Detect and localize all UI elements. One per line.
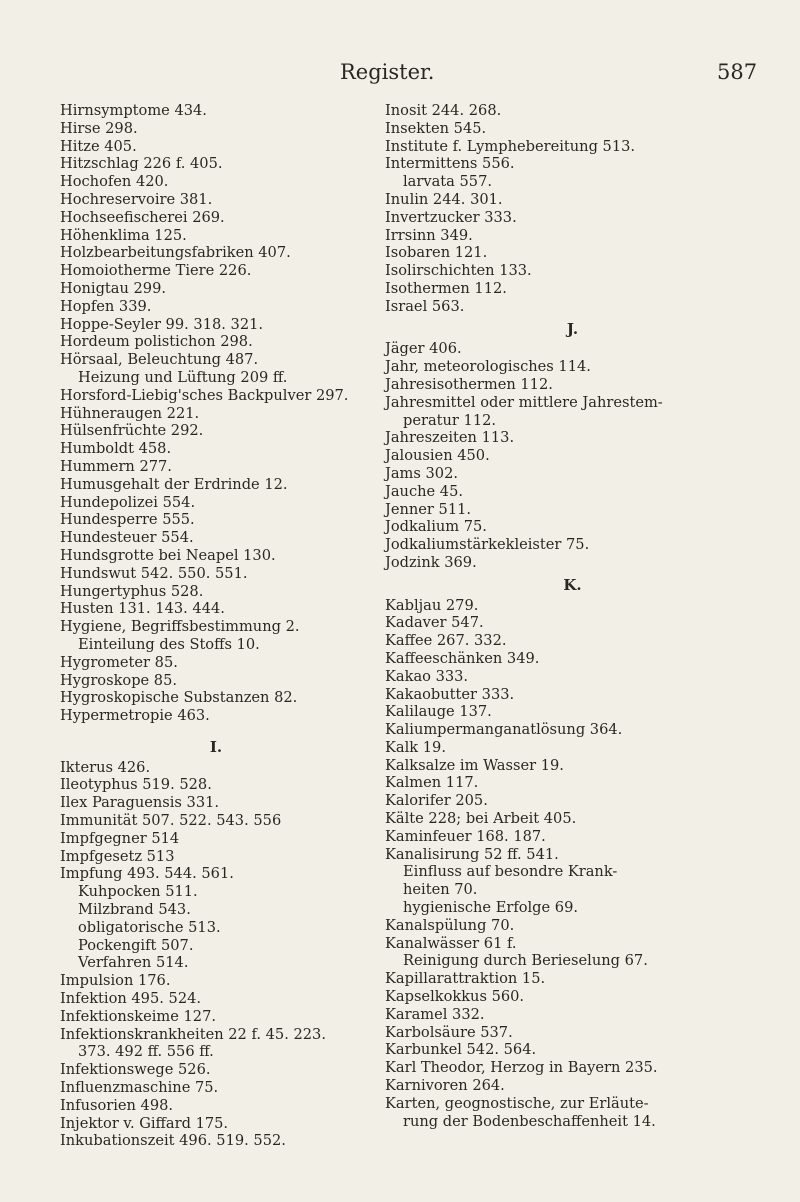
index-entry: Jams 302. — [385, 464, 459, 482]
index-entry: Hundsgrotte bei Neapel 130. — [60, 546, 276, 564]
index-entry: Institute f. Lymphebereitung 513. — [385, 137, 636, 155]
index-entry: Kakao 333. — [385, 667, 469, 685]
index-entry: Husten 131. 143. 444. — [60, 600, 225, 618]
index-entry: Karbunkel 542. 564. — [385, 1041, 537, 1059]
index-entry: Holzbearbeitungsfabriken 407. — [60, 244, 291, 262]
index-entry: Impfgegner 514 — [60, 829, 180, 847]
index-entry: Impfgesetz 513 — [60, 847, 175, 865]
index-entry: Injektor v. Giffard 175. — [60, 1114, 229, 1132]
index-subentry: Reinigung durch Berieselung 67. — [403, 952, 648, 970]
index-entry: Hirse 298. — [60, 119, 138, 137]
index-entry: Kaffeeschänken 349. — [385, 649, 540, 667]
index-entry: Hygroskopische Substanzen 82. — [60, 689, 298, 707]
index-entry: Hypermetropie 463. — [60, 707, 210, 725]
index-entry: Kanalwässer 61 f. — [385, 934, 517, 952]
index-entry: Honigtau 299. — [60, 279, 167, 297]
index-entry: Hundesperre 555. — [60, 511, 195, 529]
index-entry: Intermittens 556. — [385, 155, 515, 173]
index-entry: Hygroskope 85. — [60, 671, 178, 689]
index-entry: Kaffee 267. 332. — [385, 632, 507, 650]
index-entry: Hundswut 542. 550. 551. — [60, 564, 248, 582]
index-subentry: peratur 112. — [403, 411, 497, 429]
index-entry: Karl Theodor, Herzog in Bayern 235. — [385, 1059, 658, 1077]
index-entry: Hordeum polistichon 298. — [60, 333, 253, 351]
index-entry: Kapillarattraktion 15. — [385, 970, 546, 988]
index-entry: Hitzschlag 226 f. 405. — [60, 155, 223, 173]
index-entry: Hungertyphus 528. — [60, 582, 204, 600]
index-entry: Hundesteuer 554. — [60, 529, 194, 547]
index-entry: Immunität 507. 522. 543. 556 — [60, 812, 282, 830]
index-subentry: hygienische Erfolge 69. — [403, 899, 579, 917]
index-entry: Ilex Paraguensis 331. — [60, 794, 220, 812]
section-heading: I. — [209, 737, 223, 756]
running-title: Register. — [340, 60, 435, 84]
index-entry: Jodkaliumstärkekleister 75. — [385, 536, 590, 554]
index-subentry: Einteilung des Stoffs 10. — [78, 635, 260, 653]
index-subentry: obligatorische 513. — [78, 918, 221, 936]
index-entry: Kälte 228; bei Arbeit 405. — [385, 810, 577, 828]
index-subentry: Kuhpocken 511. — [78, 883, 198, 901]
index-subentry: Heizung und Lüftung 209 ff. — [78, 368, 288, 386]
index-entry: Impfung 493. 544. 561. — [60, 865, 234, 883]
index-subentry: Pockengift 507. — [78, 936, 194, 954]
index-entry: Kalorifer 205. — [385, 792, 488, 810]
index-entry: Hörsaal, Beleuchtung 487. — [60, 351, 259, 369]
section-heading: K. — [563, 575, 582, 594]
index-entry: Jäger 406. — [385, 340, 462, 358]
index-entry: Jalousien 450. — [385, 447, 490, 465]
index-entry: Infektion 495. 524. — [60, 990, 202, 1008]
index-subentry: Einfluss auf besondre Krank- — [403, 863, 618, 881]
index-entry: Hummern 277. — [60, 457, 172, 475]
index-entry: Kanalisirung 52 ff. 541. — [385, 845, 559, 863]
index-entry: Hygiene, Begriffsbestimmung 2. — [60, 618, 300, 636]
index-entry: Hopfen 339. — [60, 297, 152, 315]
index-entry: Jodzink 369. — [385, 553, 477, 571]
index-entry: Isothermen 112. — [385, 279, 507, 297]
index-entry: Karten, geognostische, zur Erläute- — [385, 1094, 649, 1112]
index-subentry: Verfahren 514. — [78, 954, 189, 972]
index-entry: Kalk 19. — [385, 738, 446, 756]
index-entry: Infektionswege 526. — [60, 1061, 211, 1079]
index-entry: Isolirschichten 133. — [385, 262, 532, 280]
index-entry: Kalilauge 137. — [385, 703, 492, 721]
index-subentry: rung der Bodenbeschaffenheit 14. — [403, 1112, 656, 1130]
index-subentry: 373. 492 ff. 556 ff. — [78, 1043, 214, 1061]
index-entry: Kanalspülung 70. — [385, 916, 515, 934]
section-heading: J. — [566, 319, 579, 338]
index-entry: Horsford-Liebig'sches Backpulver 297. — [60, 386, 349, 404]
index-entry: Homoiotherme Tiere 226. — [60, 262, 252, 280]
index-entry: Karnivoren 264. — [385, 1077, 505, 1095]
index-entry: Invertzucker 333. — [385, 208, 517, 226]
index-entry: Infektionskeime 127. — [60, 1007, 217, 1025]
index-entry: Jahreszeiten 113. — [385, 429, 515, 447]
index-entry: Insekten 545. — [385, 119, 487, 137]
index-entry: Hirnsymptome 434. — [60, 102, 207, 119]
page-number: 587 — [717, 60, 758, 84]
index-entry: Jodkalium 75. — [385, 518, 487, 536]
index-entry: Jahresmittel oder mittlere Jahrestem- — [385, 393, 663, 411]
index-entry: Karbolsäure 537. — [385, 1023, 513, 1041]
index-entry: Kakaobutter 333. — [385, 685, 515, 703]
index-subentry: larvata 557. — [403, 173, 492, 191]
index-entry: Hochreservoire 381. — [60, 190, 213, 208]
index-entry: Jauche 45. — [385, 482, 464, 500]
index-column-left — [60, 102, 372, 1150]
index-entry: Hundepolizei 554. — [60, 493, 196, 511]
index-entry: Humboldt 458. — [60, 440, 172, 458]
index-entry: Humusgehalt der Erdrinde 12. — [60, 475, 288, 493]
index-entry: Kabljau 279. — [385, 596, 479, 614]
index-entry: Impulsion 176. — [60, 972, 171, 990]
index-entry: Kaminfeuer 168. 187. — [385, 827, 546, 845]
index-entry: Isobaren 121. — [385, 244, 488, 262]
index-entry: Inosit 244. 268. — [385, 102, 502, 119]
index-entry: Hochseefischerei 269. — [60, 208, 225, 226]
index-entry: Jenner 511. — [385, 500, 472, 518]
page-header — [0, 60, 800, 88]
index-entry: Hühneraugen 221. — [60, 404, 200, 422]
index-entry: Hitze 405. — [60, 137, 137, 155]
index-entry: Infusorien 498. — [60, 1096, 174, 1114]
index-entry: Jahresisothermen 112. — [385, 375, 553, 393]
index-entry: Jahr, meteorologisches 114. — [385, 358, 591, 376]
index-entry: Influenzmaschine 75. — [60, 1079, 219, 1097]
index-entry: Karamel 332. — [385, 1005, 485, 1023]
index-entry: Kalksalze im Wasser 19. — [385, 756, 564, 774]
index-entry: Hygrometer 85. — [60, 653, 178, 671]
index-subentry: heiten 70. — [403, 881, 478, 899]
index-entry: Infektionskrankheiten 22 f. 45. 223. — [60, 1025, 326, 1043]
index-entry: Höhenklima 125. — [60, 226, 187, 244]
index-entry: Kadaver 547. — [385, 614, 484, 632]
index-entry: Kalmen 117. — [385, 774, 479, 792]
index-entry: Kaliumpermanganatlösung 364. — [385, 721, 623, 739]
index-subentry: Milzbrand 543. — [78, 901, 191, 919]
index-entry: Ileotyphus 519. 528. — [60, 776, 212, 794]
index-entry: Hoppe-Seyler 99. 318. 321. — [60, 315, 264, 333]
index-entry: Inkubationszeit 496. 519. 552. — [60, 1132, 286, 1150]
index-entry: Irrsinn 349. — [385, 226, 473, 244]
index-entry: Ikterus 426. — [60, 758, 151, 776]
index-entry: Inulin 244. 301. — [385, 190, 503, 208]
index-entry: Hochofen 420. — [60, 173, 169, 191]
index-entry: Israel 563. — [385, 297, 465, 315]
index-entry: Hülsenfrüchte 292. — [60, 422, 204, 440]
index-entry: Kapselkokkus 560. — [385, 988, 525, 1006]
index-column-right — [385, 102, 760, 1130]
